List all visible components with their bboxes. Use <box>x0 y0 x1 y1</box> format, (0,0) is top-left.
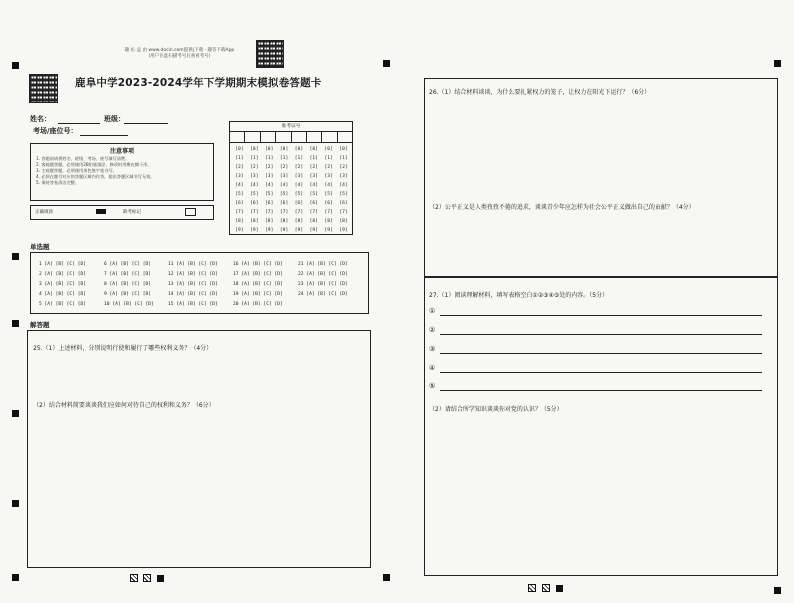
mcq-item[interactable]: 8 [A] [B] [C] [D] <box>104 282 152 287</box>
corner-marker <box>12 62 19 69</box>
mark-sample-box <box>30 205 214 220</box>
correct-fill-label: 正确填涂 <box>35 210 53 215</box>
side-marker <box>12 320 19 327</box>
mcq-heading: 单选题 <box>30 243 50 251</box>
platform-notice-line2: (用户在此扫描考号后查看考号) <box>148 54 211 59</box>
platform-notice-line1: 趣 沁 盒 由 www.docin.com提供|下载 · 趣答下载App <box>124 48 235 53</box>
barcode-marker <box>542 584 550 592</box>
seat-field[interactable] <box>80 135 128 136</box>
blank-line-1[interactable] <box>440 315 762 316</box>
mcq-item[interactable]: 22 [A] [B] [C] [D] <box>298 272 348 277</box>
question-26-2: （2）公平正义是人类孜孜不倦的追求，谈谈青少年应怎样为社会公平正义做出自己的贡献？（4分） <box>429 204 695 211</box>
mcq-item[interactable]: 18 [A] [B] [C] [D] <box>233 282 283 287</box>
notice-item: 2. 客观题答题，必须使用2B铅笔填涂，修改时用橡皮擦干净。 <box>36 162 152 167</box>
blank-label-4: ④ <box>429 364 436 372</box>
mcq-item[interactable]: 23 [A] [B] [C] [D] <box>298 282 348 287</box>
qr-code-left <box>29 74 58 103</box>
notice-item: 5. 保持答卷清洁完整。 <box>36 180 80 185</box>
blank-label-2: ② <box>429 326 436 334</box>
barcode-marker <box>157 575 164 582</box>
barcode-marker <box>143 574 151 582</box>
digit-column[interactable]: [0] [1] [2] [3] [4] [5] [6] [7] [8] [9] <box>235 147 244 233</box>
side-marker <box>12 253 19 260</box>
right-page <box>398 0 794 603</box>
mcq-item[interactable]: 13 [A] [B] [C] [D] <box>168 282 218 287</box>
mcq-item[interactable]: 21 [A] [B] [C] [D] <box>298 262 348 267</box>
blank-label-3: ③ <box>429 345 436 353</box>
side-marker <box>12 500 19 507</box>
mcq-item[interactable]: 9 [A] [B] [C] [D] <box>104 292 152 297</box>
blank-label-5: ⑤ <box>429 382 436 390</box>
question-26-1: 26.（1）结合材料谈谈，为什么要扎紧权力的笼子，让权力在阳光下运行？（6分） <box>429 89 651 96</box>
page-title: 鹿阜中学2023-2024学年下学期期末模拟卷答题卡 <box>75 77 322 89</box>
mcq-item[interactable]: 4 [A] [B] [C] [D] <box>39 292 87 297</box>
mcq-item[interactable]: 12 [A] [B] [C] [D] <box>168 272 218 277</box>
answer-area-26[interactable] <box>424 78 778 278</box>
exam-number-bubbles[interactable] <box>230 143 352 235</box>
mcq-item[interactable]: 2 [A] [B] [C] [D] <box>39 272 87 277</box>
mcq-item[interactable]: 19 [A] [B] [C] [D] <box>233 292 283 297</box>
mcq-item[interactable]: 16 [A] [B] [C] [D] <box>233 262 283 267</box>
question-25-1: 25.（1）上述材料，分别说明行使和履行了哪些权利义务？（4分） <box>33 345 213 352</box>
mcq-item[interactable]: 14 [A] [B] [C] [D] <box>168 292 218 297</box>
notice-item: 4. 必须在题号对应的答题区域内作答，超出答题区域书写无效。 <box>36 174 155 179</box>
blank-line-4[interactable] <box>440 372 762 373</box>
blank-line-2[interactable] <box>440 334 762 335</box>
notice-heading: 注意事项 <box>109 148 134 155</box>
platform-notice <box>112 48 247 60</box>
class-label: 班级： <box>104 115 125 123</box>
notice-box <box>30 143 214 201</box>
qr-code-top <box>256 40 284 68</box>
mcq-item[interactable]: 7 [A] [B] [C] [D] <box>104 272 152 277</box>
corner-marker <box>383 60 390 67</box>
barcode-marker <box>528 584 536 592</box>
corner-marker <box>12 574 19 581</box>
blank-label-1: ① <box>429 307 436 315</box>
missing-mark-checkbox[interactable] <box>185 208 196 216</box>
mcq-item[interactable]: 6 [A] [B] [C] [D] <box>104 262 152 267</box>
digit-column[interactable]: [0] [1] [2] [3] [4] [5] [6] [7] [8] [9] <box>250 147 259 233</box>
digit-column[interactable]: [0] [1] [2] [3] [4] [5] [6] [7] [8] [9] <box>279 147 289 233</box>
mcq-item[interactable]: 17 [A] [B] [C] [D] <box>233 272 283 277</box>
exam-number-grid <box>229 121 353 235</box>
exam-number-write-row[interactable] <box>230 132 352 143</box>
mcq-grid <box>30 252 369 314</box>
mcq-item[interactable]: 20 [A] [B] [C] [D] <box>233 302 283 307</box>
question-27-2: （2）请结合所学知识谈谈你对党的认识？（5分） <box>429 406 563 413</box>
name-field[interactable] <box>58 123 100 124</box>
digit-column[interactable]: [0] [1] [2] [3] [4] [5] [6] [7] [8] [9] <box>339 147 348 233</box>
mcq-item[interactable]: 3 [A] [B] [C] [D] <box>39 282 87 287</box>
blank-line-5[interactable] <box>440 390 762 391</box>
exam-number-heading: 准考证号 <box>230 122 352 132</box>
mcq-item[interactable]: 10 [A] [B] [C] [D] <box>104 302 154 307</box>
digit-column[interactable]: [0] [1] [2] [3] [4] [5] [6] [7] [8] [9] <box>309 147 318 233</box>
digit-column[interactable]: [0] [1] [2] [3] [4] [5] [6] [7] [8] [9] <box>294 147 304 233</box>
answer-area-27[interactable] <box>424 276 778 576</box>
mcq-item[interactable]: 5 [A] [B] [C] [D] <box>39 302 87 307</box>
answer-heading: 解答题 <box>30 321 50 329</box>
correct-fill-sample <box>96 209 106 214</box>
notice-item: 3. 主观题答题，必须使用黑色签字笔书写。 <box>36 168 117 173</box>
corner-marker <box>774 60 781 67</box>
notice-item: 1. 答题前请将姓名、班级、考场、座号填写清楚。 <box>36 156 130 161</box>
missing-mark-label: 缺考标记 <box>123 210 141 215</box>
mcq-item[interactable]: 24 [A] [B] [C] [D] <box>298 292 348 297</box>
mcq-item[interactable]: 11 [A] [B] [C] [D] <box>168 262 218 267</box>
seat-label: 考场/座位号： <box>33 127 78 135</box>
class-field[interactable] <box>124 123 168 124</box>
corner-marker <box>774 587 781 594</box>
name-label: 姓名： <box>30 115 51 123</box>
mcq-item[interactable]: 15 [A] [B] [C] [D] <box>168 302 218 307</box>
blank-line-3[interactable] <box>440 353 762 354</box>
side-marker <box>12 410 19 417</box>
mcq-item[interactable]: 1 [A] [B] [C] [D] <box>39 262 87 267</box>
digit-column[interactable]: [0] [1] [2] [3] [4] [5] [6] [7] [8] [9] <box>265 147 274 233</box>
barcode-marker <box>130 574 138 582</box>
barcode-marker <box>556 585 563 592</box>
digit-column[interactable]: [0] [1] [2] [3] [4] [5] [6] [7] [8] [9] <box>324 147 333 233</box>
corner-marker <box>383 574 390 581</box>
question-27-1: 27.（1）阅读理解材料，填写表格空白①②③④⑤处的内容。（5分） <box>429 292 609 299</box>
question-25-2: （2）结合材料简要谈谈我们应如何对待自己的权利和义务？（6分） <box>33 402 215 409</box>
answer-area-25[interactable] <box>27 330 371 568</box>
